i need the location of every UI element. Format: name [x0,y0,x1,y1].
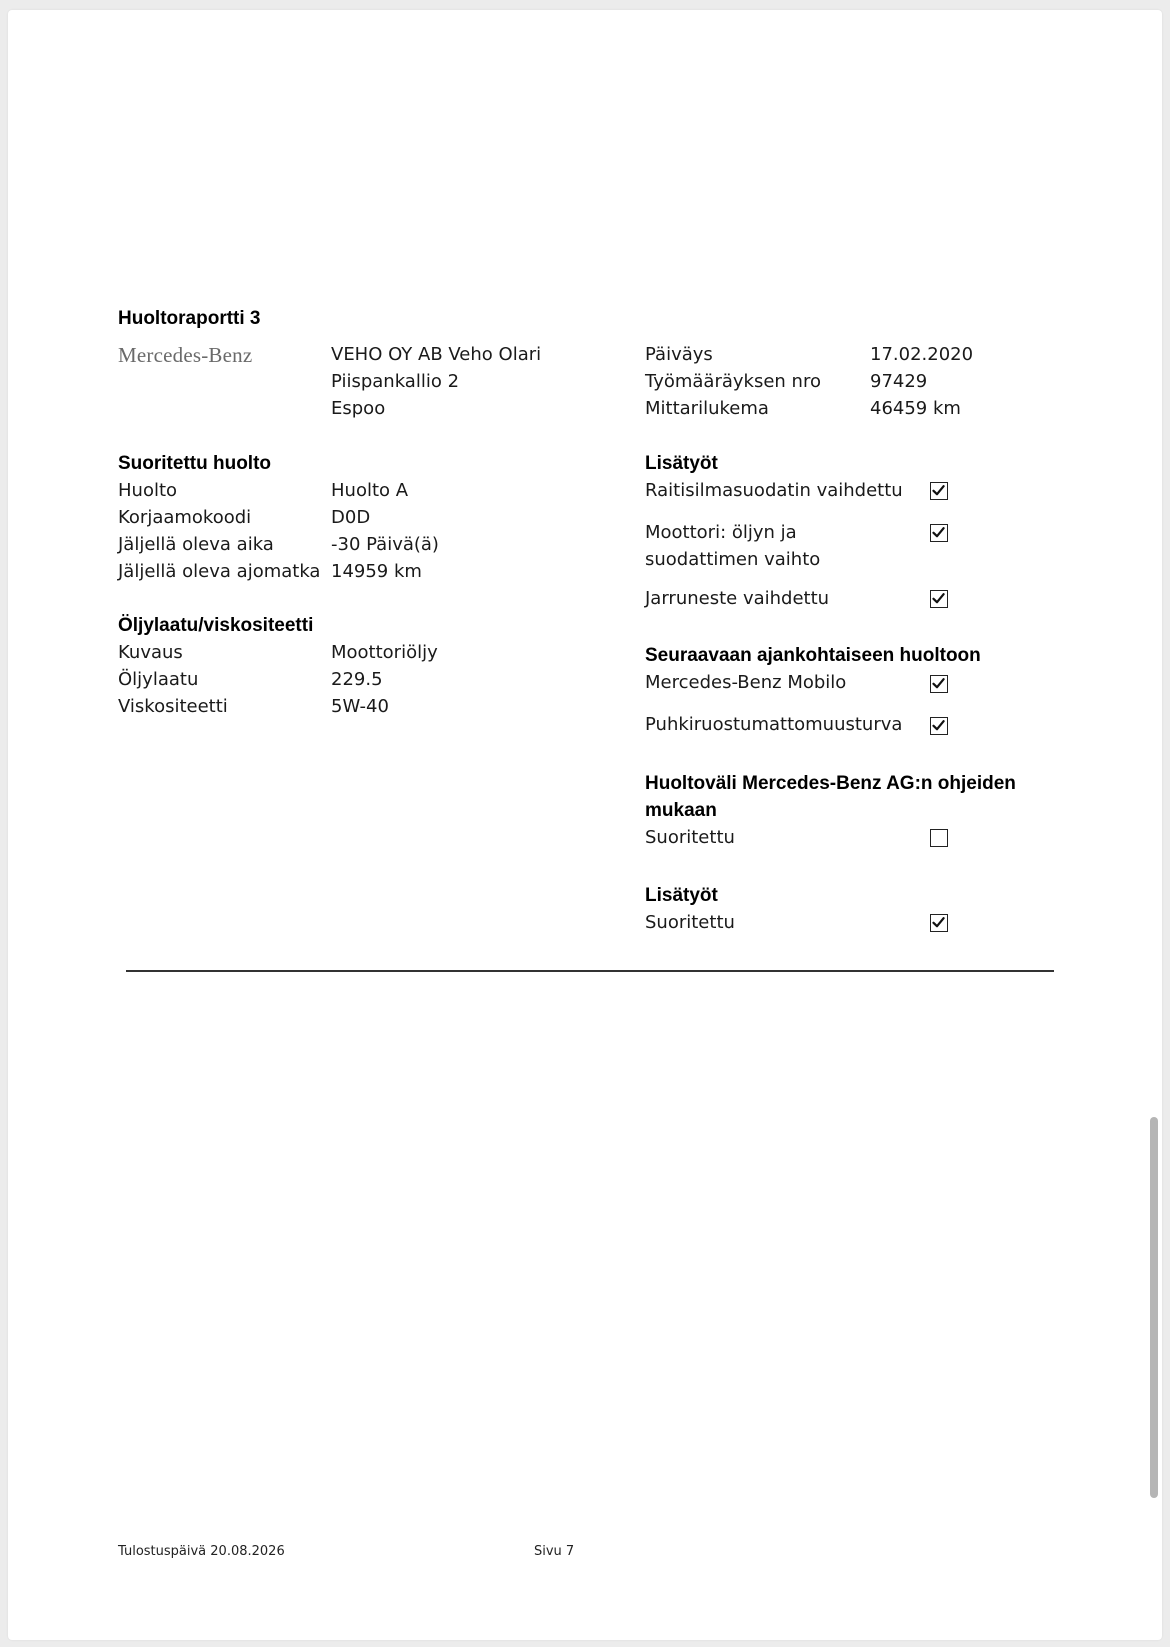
document-page [8,10,1162,1640]
service-value: D0D [331,507,371,528]
interval-heading: Huoltoväli Mercedes-Benz AG:n ohjeiden mukaan [645,773,1016,821]
oil-label: Kuvaus [118,642,183,663]
meta-odometer-value: 46459 km [870,398,961,419]
scrollbar-thumb[interactable] [1150,1117,1158,1498]
checkbox-checked[interactable] [930,675,948,693]
meta-odometer-label: Mittarilukema [645,398,769,419]
extra-work-item-label: Raitisilmasuodatin vaihdettu [645,480,903,501]
checkbox-checked[interactable] [930,524,948,542]
oil-heading: Öljylaatu/viskositeetti [118,615,314,636]
meta-order-label: Työmääräyksen nro [645,371,821,392]
dealer-city: Espoo [331,398,386,419]
footer-page-number: Sivu 7 [534,1544,575,1559]
checkbox-checked[interactable] [930,590,948,608]
oil-value: 5W-40 [331,696,389,717]
meta-date-value: 17.02.2020 [870,344,974,365]
checkbox-checked[interactable] [930,482,948,500]
service-label: Jäljellä oleva aika [118,534,274,555]
meta-order-value: 97429 [870,371,928,392]
extra-work-2-item-label: Suoritettu [645,912,735,933]
extra-work-item-label: Moottori: öljyn ja suodattimen vaihto [645,522,821,570]
section-divider [126,970,1054,972]
oil-label: Viskositeetti [118,696,228,717]
check-icon [932,526,945,539]
check-icon [932,592,945,605]
oil-value: Moottoriöljy [331,642,438,663]
extra-work-item-label: Jarruneste vaihdettu [645,588,830,609]
service-heading: Suoritettu huolto [118,453,272,474]
check-icon [932,916,945,929]
checkbox-checked[interactable] [930,914,948,932]
meta-date-label: Päiväys [645,344,713,365]
brand-logo: Mercedes-Benz [118,343,253,367]
service-value: -30 Päivä(ä) [331,534,439,555]
extra-work-heading: Lisätyöt [645,453,718,474]
check-icon [932,677,945,690]
check-icon [932,484,945,497]
service-label: Jäljellä oleva ajomatka [118,561,321,582]
oil-label: Öljylaatu [118,669,199,690]
service-value: Huolto A [331,480,409,501]
footer-print-date: Tulostuspäivä 20.08.2026 [118,1544,285,1559]
service-label: Huolto [118,480,178,501]
service-label: Korjaamokoodi [118,507,252,528]
interval-item-label: Suoritettu [645,827,735,848]
next-service-item-label: Mercedes-Benz Mobilo [645,672,847,693]
extra-work-2-heading: Lisätyöt [645,885,718,906]
next-service-item-label: Puhkiruostumattomuusturva [645,714,903,735]
next-service-heading: Seuraavaan ajankohtaiseen huoltoon [645,645,981,666]
checkbox-unchecked[interactable] [930,829,948,847]
report-title: Huoltoraportti 3 [118,308,261,329]
check-icon [932,719,945,732]
checkbox-checked[interactable] [930,717,948,735]
dealer-name: VEHO OY AB Veho Olari [331,344,542,365]
oil-value: 229.5 [331,669,383,690]
service-value: 14959 km [331,561,422,582]
dealer-street: Piispankallio 2 [331,371,460,392]
